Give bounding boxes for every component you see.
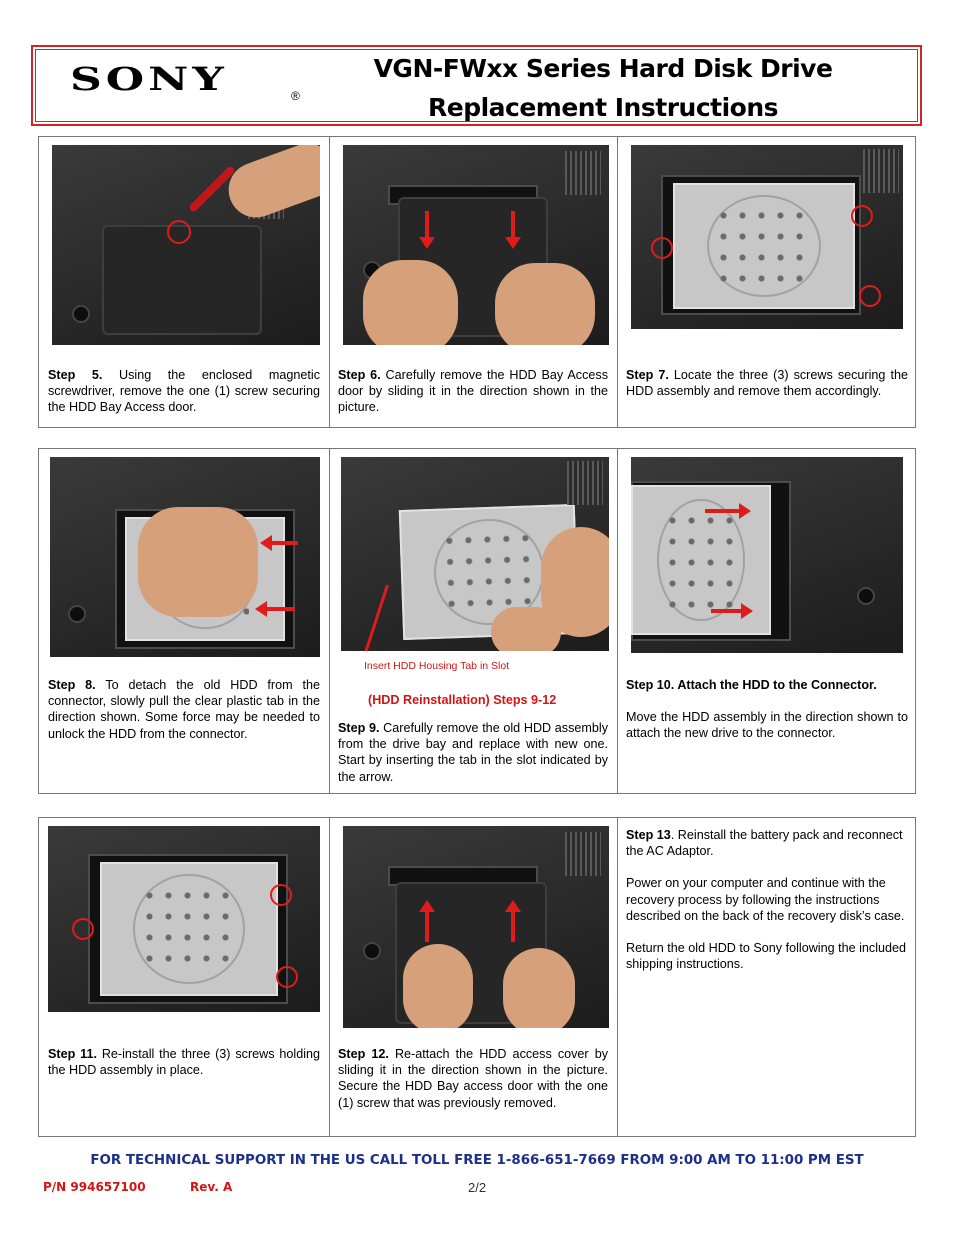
- step-13-body-1: . Reinstall the battery pack and reconnect the AC Adaptor.: [626, 828, 903, 859]
- step-9-text: [338, 720, 608, 785]
- step-7-cell: [617, 137, 915, 427]
- screw-circle-3: [859, 285, 881, 307]
- step-10-text: [626, 677, 908, 742]
- step-11-photo: [48, 826, 320, 1012]
- left-hand: [363, 260, 458, 345]
- plate-holes: [140, 885, 237, 973]
- screw-circle-1: [651, 237, 673, 259]
- step-9-photo-caption: Insert HDD Housing Tab in Slot: [364, 660, 510, 672]
- screw-highlight-circle: [167, 220, 191, 244]
- step-8-text: [48, 677, 320, 742]
- step-5-photo: [52, 145, 320, 345]
- vent: [567, 461, 603, 505]
- step-9-body: Carefully remove the old HDD assembly from the drive bay and replace with new one. Start by inserting the tab in the slot indicated by the arrow.: [338, 721, 608, 784]
- revision: Rev. A: [190, 1180, 233, 1194]
- part-number: P/N 994657100: [43, 1180, 146, 1194]
- steps-panel-3: [38, 817, 916, 1137]
- step-12-body: Re-attach the HDD access cover by sliding it in the direction shown in the picture. Secure the HDD Bay access door with the one (1) screw that was previously removed.: [338, 1047, 608, 1110]
- step-13-body-3: Return the old HDD to Sony following the included shipping instructions.: [626, 941, 907, 972]
- push-arrow-bottom: [711, 609, 743, 613]
- pull-arrow-top: [270, 541, 298, 545]
- document-title: [323, 49, 883, 127]
- screw-circle-2: [270, 884, 292, 906]
- hdd-assembly: [100, 862, 278, 996]
- vent: [863, 149, 899, 193]
- step-9-photo: [341, 457, 609, 651]
- step-9-label: Step 9.: [338, 721, 380, 735]
- step-11-text: [48, 1046, 320, 1078]
- step-6-text: [338, 367, 608, 416]
- slide-up-arrow-left: [425, 910, 429, 942]
- plate-holes: [714, 205, 814, 288]
- screw-circle-2: [851, 205, 873, 227]
- right-hand: [503, 948, 575, 1028]
- title-line-2: Replacement Instructions: [427, 93, 779, 122]
- step-7-body: Locate the three (3) screws securing the HDD assembly and remove them accordingly.: [626, 368, 908, 399]
- step-6-cell: [329, 137, 617, 427]
- left-hand: [403, 944, 473, 1028]
- left-hand: [491, 607, 561, 651]
- vent: [565, 832, 601, 876]
- steps-panel-1: [38, 136, 916, 428]
- step-10-body: Move the HDD assembly in the direction shown to attach the new drive to the connector.: [626, 710, 908, 741]
- step-12-text: [338, 1046, 608, 1111]
- step-6-photo: [343, 145, 609, 345]
- registered-mark: ®: [291, 89, 300, 103]
- push-arrow-top: [705, 509, 741, 513]
- step-8-body: To detach the old HDD from the connector, slowly pull the clear plastic tab in the direction shown. Some force may be needed to unlock the HDD from the connector.: [48, 678, 320, 741]
- plate-holes: [439, 528, 538, 617]
- screw-circle-3: [276, 966, 298, 988]
- slide-down-arrow-left: [425, 211, 429, 239]
- step-10-photo: [631, 457, 903, 653]
- step-13-label: Step 13: [626, 828, 671, 842]
- step-6-body: Carefully remove the HDD Bay Access door by sliding it in the direction shown in the picture.: [338, 368, 608, 415]
- step-5-cell: [39, 137, 329, 427]
- step-6-label: Step 6.: [338, 368, 381, 382]
- step-13-body-2: Power on your computer and continue with the recovery process by following the instructions described on the back of the recovery disk’s case.: [626, 876, 905, 923]
- rubber-foot: [363, 942, 381, 960]
- step-8-cell: [39, 449, 329, 793]
- step-12-photo: [343, 826, 609, 1028]
- step-8-label: Step 8.: [48, 678, 96, 692]
- slide-down-arrow-right: [511, 211, 515, 239]
- vent: [565, 151, 601, 195]
- step-10-label: Step 10. Attach the HDD to the Connector.: [626, 678, 877, 692]
- pull-arrow-bottom: [265, 607, 295, 611]
- right-hand: [495, 263, 595, 345]
- step-11-cell: [39, 818, 329, 1136]
- step-10-heading: [626, 677, 908, 693]
- rubber-foot: [72, 305, 90, 323]
- step-10-cell: [617, 449, 915, 793]
- step-9-cell: [329, 449, 617, 793]
- step-7-photo: [631, 145, 903, 329]
- rubber-foot: [857, 587, 875, 605]
- step-5-label: Step 5.: [48, 368, 103, 382]
- reinstallation-heading: (HDD Reinstallation) Steps 9-12: [368, 693, 557, 707]
- hdd-assembly: [673, 183, 855, 309]
- tech-support-line: FOR TECHNICAL SUPPORT IN THE US CALL TOLL FREE 1-866-651-7669 FROM 9:00 AM TO 11:00 PM EST: [90, 1153, 864, 1168]
- document-header: [31, 45, 922, 126]
- step-12-cell: [329, 818, 617, 1136]
- step-7-label: Step 7.: [626, 368, 669, 382]
- slide-up-arrow-right: [511, 910, 515, 942]
- plate-holes: [663, 510, 739, 609]
- title-line-1: VGN-FWxx Series Hard Disk Drive: [373, 54, 833, 83]
- step-7-text: [626, 367, 908, 399]
- hand: [138, 507, 258, 617]
- steps-panel-2: [38, 448, 916, 794]
- step-5-text: [48, 367, 320, 416]
- step-13-intro: [626, 827, 908, 859]
- step-11-label: Step 11.: [48, 1047, 97, 1061]
- step-5-body: Using the enclosed magnetic screwdriver, remove the one (1) screw securing the HDD Bay Access door.: [48, 368, 321, 415]
- rubber-foot: [68, 605, 86, 623]
- step-8-photo: [50, 457, 320, 657]
- screw-circle-1: [72, 918, 94, 940]
- step-13-cell: [617, 818, 915, 1136]
- step-11-body: Re-install the three (3) screws holding the HDD assembly in place.: [48, 1047, 321, 1078]
- sony-logo: SONY: [70, 61, 228, 98]
- page-number: 2/2: [468, 1180, 487, 1195]
- step-12-label: Step 12.: [338, 1047, 389, 1061]
- step-13-text: [626, 827, 908, 972]
